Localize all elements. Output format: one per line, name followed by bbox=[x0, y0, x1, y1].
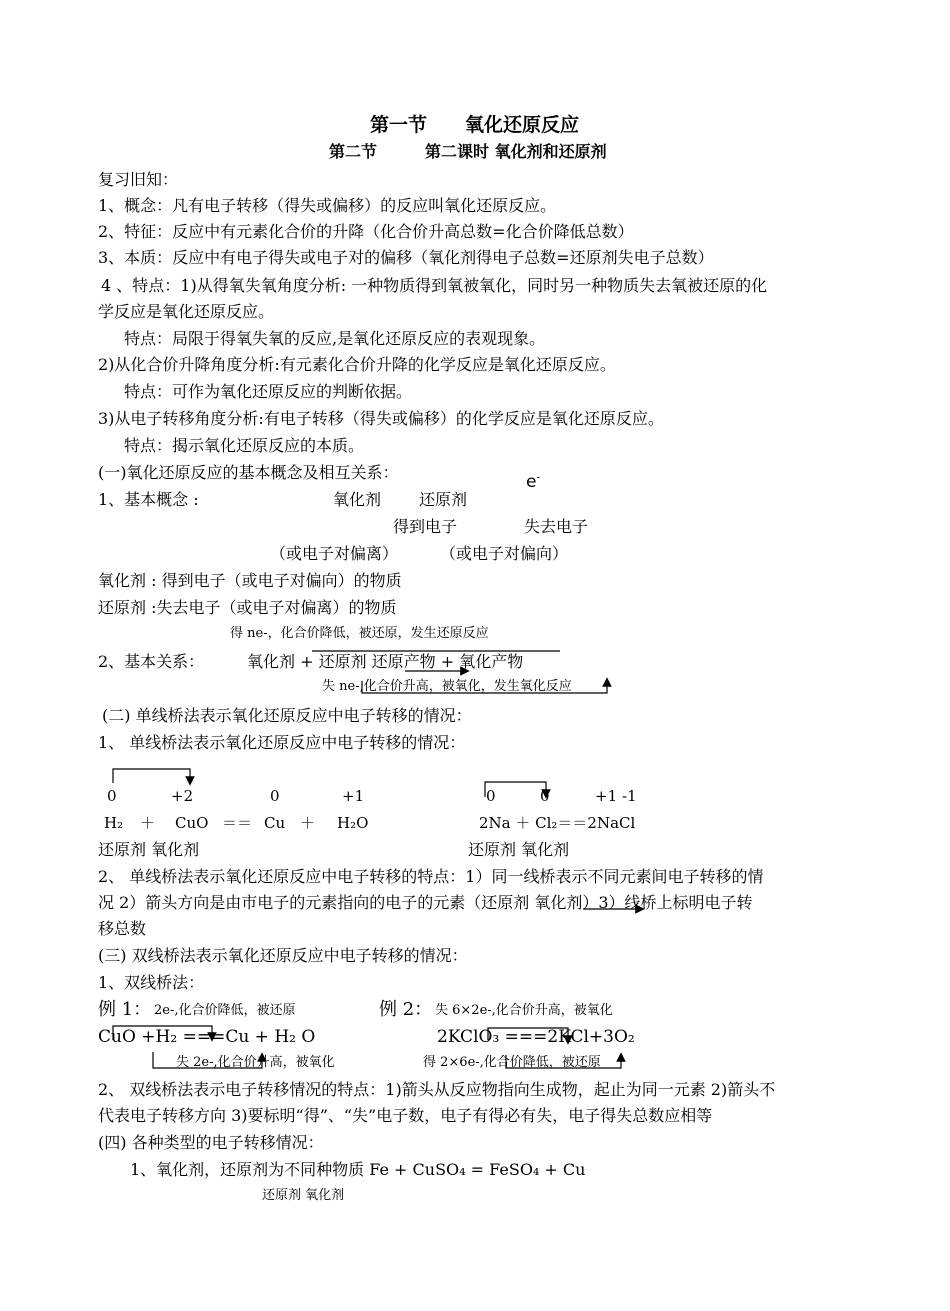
single-bridge-traits-line-3: 移总数 bbox=[98, 919, 147, 938]
example1-label: 例 1： bbox=[98, 999, 152, 1020]
oxidant-term: 氧化剂 bbox=[333, 490, 382, 509]
review-trait-note-2: 特点：可作为氧化还原反应的判断依据。 bbox=[124, 382, 413, 401]
double-bridge-traits-line-1: 2、 双线桥法表示电子转移情况的特点：1)箭头从反应物指向生成物，起止为同一元素 2)箭头不 bbox=[98, 1080, 776, 1099]
review-electron-analysis: 3)从电子转移角度分析:有电子转移（得失或偏移）的化学反应是氧化还原反应。 bbox=[98, 409, 664, 428]
example2-bottom-note: 得 2×6e-,化合价降低，被还原 bbox=[423, 1055, 601, 1070]
section2-heading: (二) 单线桥法表示氧化还原反应中电子转移的情况： bbox=[102, 706, 472, 725]
example1-top-bridge bbox=[113, 1026, 212, 1040]
section4-heading: (四) 各种类型的电子转移情况： bbox=[98, 1133, 324, 1152]
example2-equation: 2KClO₃ ===2KCl+3O₂ bbox=[437, 1027, 635, 1047]
pair-toward-term: （或电子对偏向） bbox=[440, 544, 569, 563]
eq2-valence-na: 0 bbox=[486, 787, 496, 805]
type1-role-labels: 还原剂 氧化剂 bbox=[262, 1188, 345, 1203]
eq1-plus-1: ＋ bbox=[140, 814, 156, 832]
single-bridge-traits-line-2: 况 2）箭头方向是由市电子的元素指向的电子的元素（还原剂 氧化剂）3）线桥上标明电子转 bbox=[98, 893, 753, 912]
example2-label: 例 2： bbox=[379, 999, 433, 1020]
basic-relation-equation: 氧化剂 + 还原剂 还原产物 + 氧化产物 bbox=[247, 652, 524, 671]
section1-heading: (一)氧化还原反应的基本概念及相互关系： bbox=[98, 463, 399, 482]
eq1-h2: H₂ bbox=[104, 814, 124, 832]
page-title: 第一节 氧化还原反应 bbox=[370, 114, 580, 136]
electron-symbol-letter: e bbox=[526, 472, 537, 492]
review-concept: 1、概念：凡有电子转移（得失或偏移）的反应叫氧化还原反应。 bbox=[98, 196, 557, 215]
gain-electron-term: 得到电子 bbox=[393, 517, 458, 536]
reductant-definition: 还原剂 :失去电子（或电子对偏离）的物质 bbox=[98, 598, 397, 617]
eq2-valence-cl: 0 bbox=[540, 787, 550, 805]
example2-top-bridge bbox=[488, 1028, 568, 1040]
lose-electron-note: 失 ne-,化合价升高，被氧化，发生氧化反应 bbox=[322, 679, 572, 694]
review-trait-line-1: 4 、特点：1)从得氧失氧角度分析: 一种物质得到氧被氧化，同时另一种物质失去氧被还原的化 bbox=[101, 276, 768, 295]
review-trait-note-1: 特点：局限于得氧失氧的反应,是氧化还原反应的表观现象。 bbox=[124, 329, 546, 348]
eq1-single-bridge bbox=[113, 769, 190, 783]
double-bridge-traits-line-2: 代表电子转移方向 3)要标明“得”、“失”电子数，电子有得必有失，电子得失总数应相等 bbox=[98, 1106, 713, 1125]
single-bridge-traits-line-1: 2、 单线桥法表示氧化还原反应中电子转移的特点：1）同一线桥表示不同元素间电子转移的情 bbox=[98, 867, 764, 886]
review-heading: 复习旧知： bbox=[98, 170, 179, 189]
oxidant-definition: 氧化剂 : 得到电子（或电子对偏向）的物质 bbox=[98, 571, 402, 590]
eq1-equals: ＝＝ bbox=[222, 814, 253, 832]
single-bridge-title: 1、 单线桥法表示氧化还原反应中电子转移的情况： bbox=[98, 733, 466, 752]
section3-heading: (三) 双线桥法表示氧化还原反应中电子转移的情况： bbox=[98, 946, 468, 965]
example1-bottom-note: 失 2e-,化合价升高，被氧化 bbox=[176, 1055, 335, 1070]
eq1-valence-h: 0 bbox=[107, 787, 117, 805]
eq2-equation: 2Na ＋ Cl₂＝＝2NaCl bbox=[479, 814, 636, 832]
eq1-cuo: CuO bbox=[175, 814, 209, 832]
example2-bottom-bridge bbox=[506, 1055, 621, 1068]
example2-top-note: 失 6×2e-,化合价升高，被氧化 bbox=[435, 1003, 613, 1018]
review-trait-note-3: 特点：揭示氧化还原反应的本质。 bbox=[124, 436, 365, 455]
review-feature: 2、特征：反应中有元素化合价的升降（化合价升高总数=化合价降低总数） bbox=[98, 222, 634, 241]
example1-top-note: 2e-,化合价降低，被还原 bbox=[154, 1003, 296, 1018]
eq2-single-bridge bbox=[485, 782, 546, 797]
review-trait-line-2: 学反应是氧化还原反应。 bbox=[98, 302, 275, 321]
eq1-role-labels: 还原剂 氧化剂 bbox=[98, 840, 200, 859]
basic-concept-label: 1、基本概念 : bbox=[98, 490, 199, 509]
type1-line: 1、氧化剂，还原剂为不同种物质 Fe + CuSO₄ = FeSO₄ + Cu bbox=[130, 1160, 586, 1179]
eq2-valence-cl-product: -1 bbox=[622, 787, 637, 805]
gain-electron-note: 得 ne-，化合价降低，被还原，发生还原反应 bbox=[230, 626, 489, 641]
review-valence-analysis: 2)从化合价升降角度分析:有元素化合价升降的化学反应是氧化还原反应。 bbox=[98, 355, 616, 374]
basic-relation-label: 2、基本关系： bbox=[98, 652, 205, 671]
page-subtitle: 第二节 第二课时 氧化剂和还原剂 bbox=[329, 142, 607, 161]
pair-away-term: （或电子对偏离） bbox=[270, 544, 399, 563]
example1-equation: CuO +H₂ ===Cu + H₂ O bbox=[98, 1027, 316, 1047]
reductant-term: 还原剂 bbox=[419, 490, 468, 509]
eq1-valence-h-product: +1 bbox=[342, 787, 365, 805]
double-bridge-title: 1、双线桥法： bbox=[98, 973, 205, 992]
eq1-cu: Cu bbox=[264, 814, 286, 832]
eq1-plus-2: ＋ bbox=[300, 814, 316, 832]
review-essence: 3、本质：反应中有电子得失或电子对的偏移（氧化剂得电子总数=还原剂失电子总数） bbox=[98, 248, 714, 267]
eq2-valence-na-product: +1 bbox=[595, 787, 618, 805]
eq1-valence-cu: +2 bbox=[171, 787, 194, 805]
electron-symbol-charge: - bbox=[536, 472, 541, 484]
relation-bottom-bracket bbox=[362, 681, 607, 693]
lose-electron-term: 失去电子 bbox=[524, 517, 589, 536]
eq1-valence-cu-product: 0 bbox=[270, 787, 280, 805]
example1-bottom-bridge bbox=[153, 1052, 262, 1068]
eq1-h2o: H₂O bbox=[337, 814, 369, 832]
eq2-role-labels: 还原剂 氧化剂 bbox=[468, 840, 570, 859]
